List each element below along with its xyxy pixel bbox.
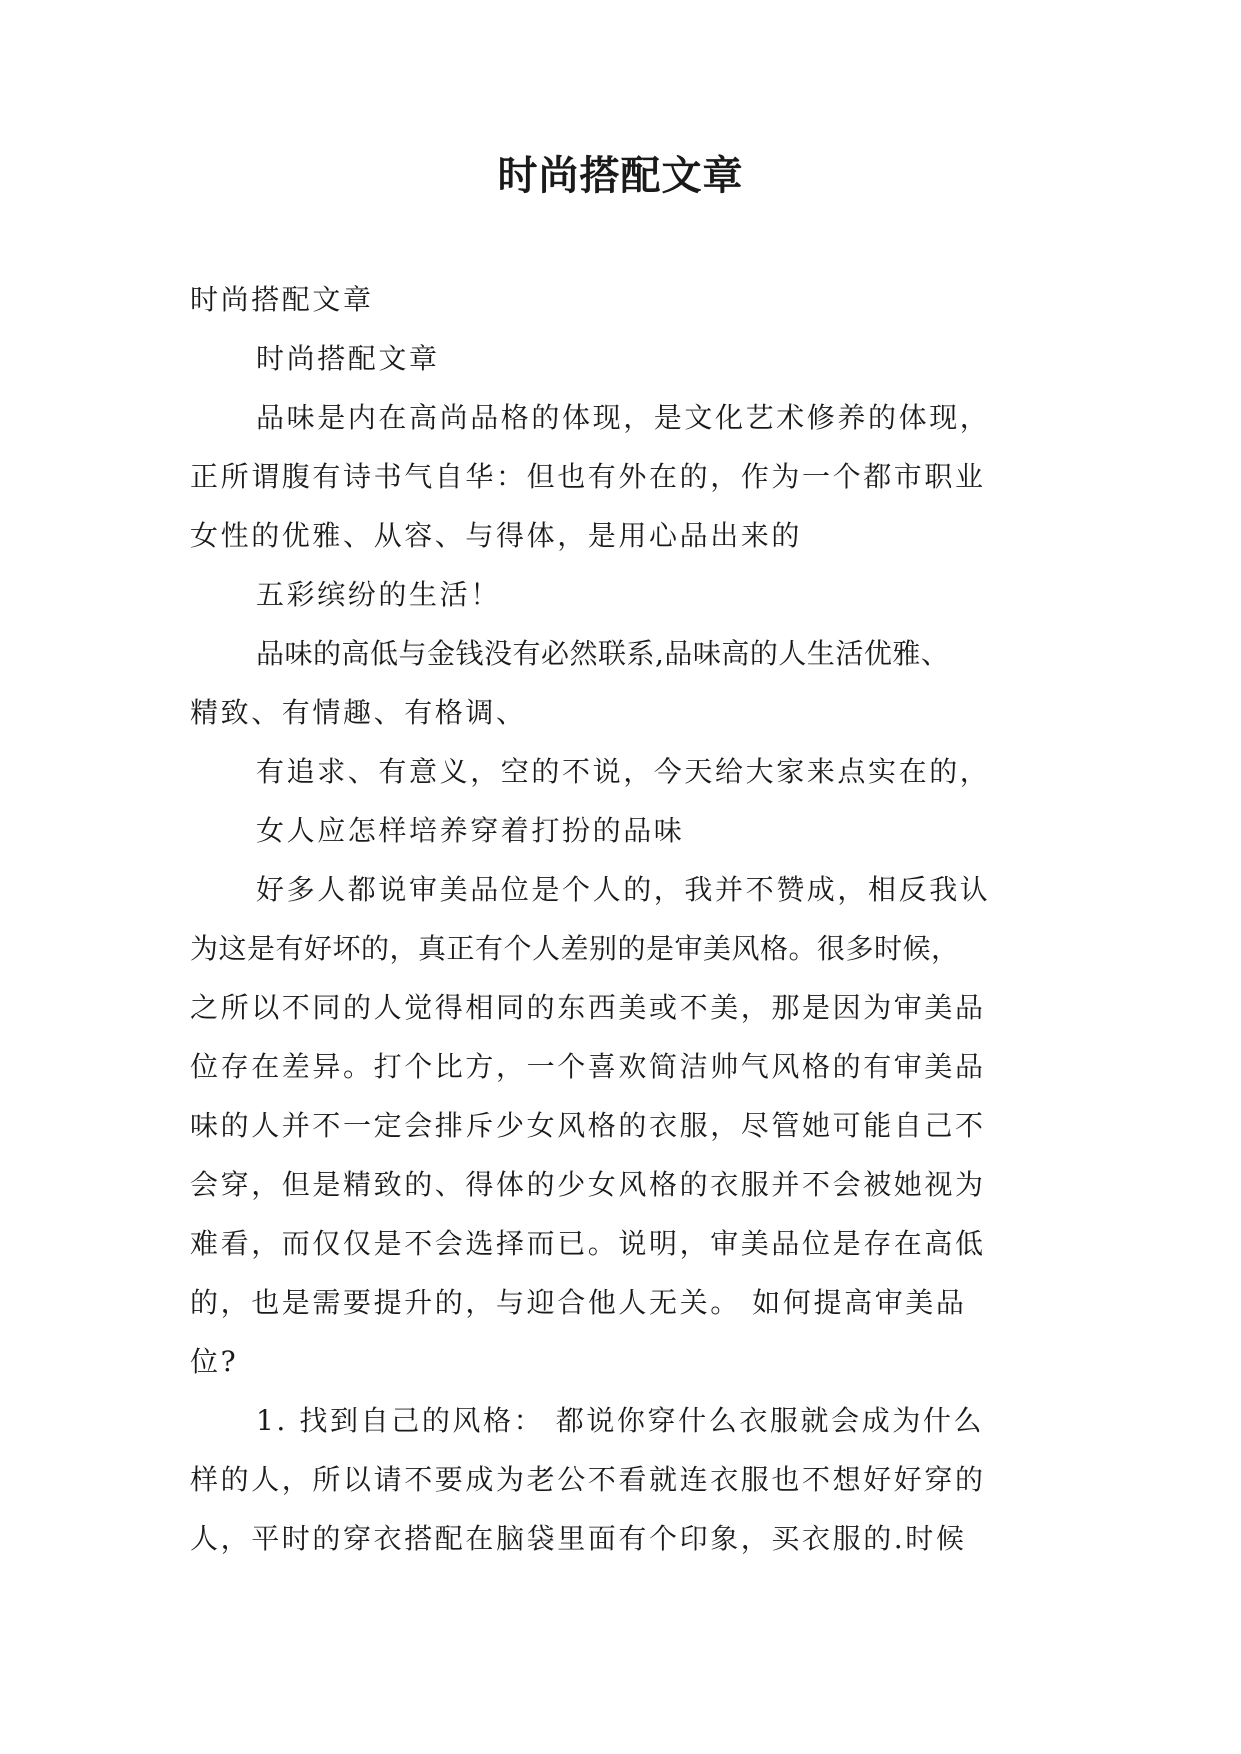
page-title: 时尚搭配文章 <box>497 152 744 199</box>
text-line: 人，平时的穿衣搭配在脑袋里面有个印象，买衣服的.时候 <box>190 1524 967 1555</box>
text-line: 之所以不同的人觉得相同的东西美或不美，那是因为审美品 <box>190 993 986 1024</box>
text-line: 难看，而仅仅是不会选择而已。说明，审美品位是存在高低 <box>190 1229 986 1260</box>
text-line: 位? <box>190 1347 239 1378</box>
text-line: 味的人并不一定会排斥少女风格的衣服，尽管她可能自己不 <box>190 1111 986 1142</box>
article-body <box>190 285 1058 1583</box>
text-line: 样的人，所以请不要成为老公不看就连衣服也不想好好穿的 <box>190 1465 986 1496</box>
text-line: 正所谓腹有诗书气自华：但也有外在的，作为一个都市职业 <box>190 462 986 493</box>
text-line: 会穿，但是精致的、得体的少女风格的衣服并不会被她视为 <box>190 1170 986 1201</box>
text-line: 位存在差异。打个比方，一个喜欢简洁帅气风格的有审美品 <box>190 1052 986 1083</box>
text-line-subtitle-indented: 时尚搭配文章 <box>256 344 440 375</box>
text-line: 五彩缤纷的生活！ <box>256 580 501 611</box>
text-line: 好多人都说审美品位是个人的，我并不赞成，相反我认 <box>256 875 991 906</box>
text-line: 女性的优雅、从容、与得体，是用心品出来的 <box>190 521 803 552</box>
text-line: 1. 找到自己的风格： 都说你穿什么衣服就会成为什么 <box>256 1406 985 1437</box>
text-line: 女人应怎样培养穿着打扮的品味 <box>256 816 685 847</box>
text-line: 的，也是需要提升的，与迎合他人无关。 如何提高审美品 <box>190 1288 967 1319</box>
text-line-subtitle: 时尚搭配文章 <box>190 285 374 316</box>
text-line: 品味的高低与金钱没有必然联系,品味高的人生活优雅、 <box>256 639 950 670</box>
text-line: 精致、有情趣、有格调、 <box>190 698 527 729</box>
text-line: 为这是有好坏的，真正有个人差别的是审美风格。很多时候， <box>190 934 960 965</box>
text-line: 有追求、有意义，空的不说，今天给大家来点实在的， <box>256 757 991 788</box>
text-line: 品味是内在高尚品格的体现，是文化艺术修养的体现， <box>256 403 991 434</box>
